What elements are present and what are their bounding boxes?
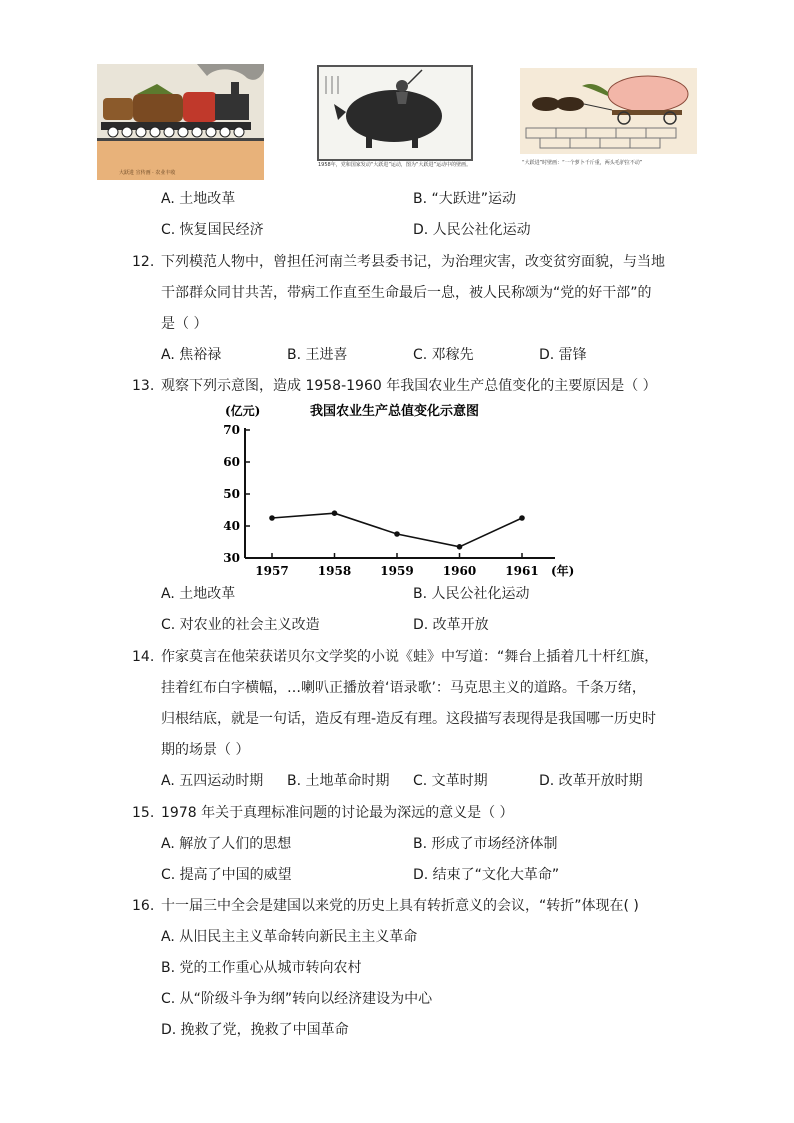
q11-option-a[interactable]: A. 土地改革 [161, 191, 236, 207]
q15-option-a[interactable]: A. 解放了人们的思想 [161, 836, 292, 852]
chart-y-tick-label: 40 [223, 519, 240, 533]
pig-mural-picture [316, 64, 474, 172]
chart-x-tick-label: 1960 [442, 564, 477, 578]
q14-option-b[interactable]: B. 土地革命时期 [287, 773, 390, 789]
q14-stem-line: 挂着红布白字横幅，…喇叭正播放着‘语录歌’：马克思主义的道路。千条万绪， [161, 680, 646, 696]
q16-option-b[interactable]: B. 党的工作重心从城市转向农村 [161, 960, 362, 976]
q11-option-b[interactable]: B. “大跃进”运动 [413, 191, 517, 207]
q11-option-d[interactable]: D. 人民公社化运动 [413, 222, 531, 238]
q13-option-c[interactable]: C. 对农业的社会主义改造 [161, 617, 320, 633]
q14-stem-line: 作家莫言在他荣获诺贝尔文学奖的小说《蛙》中写道：“舞台上插着几十杆红旗， [161, 649, 659, 665]
q12-option-d[interactable]: D. 雷锋 [539, 347, 587, 363]
q15-option-d[interactable]: D. 结束了“文化大革命” [413, 867, 560, 883]
q14-option-a[interactable]: A. 五四运动时期 [161, 773, 264, 789]
chart-x-tick-label: 1957 [255, 564, 289, 578]
q16-option-d[interactable]: D. 挽救了党，挽救了中国革命 [161, 1022, 349, 1038]
q13-number: 13. [132, 378, 155, 394]
chart-data-point [332, 510, 338, 516]
q12-option-b[interactable]: B. 王进喜 [287, 347, 348, 363]
chart-y-tick-label: 70 [223, 423, 240, 437]
chart-ylabel: (亿元) [225, 404, 261, 418]
chart-x-tick-label: 1959 [380, 564, 414, 578]
picture-caption: 大跃进 宣传画 · 农业丰收 [119, 170, 176, 176]
train-propaganda-picture [97, 64, 264, 180]
q15-option-b[interactable]: B. 形成了市场经济体制 [413, 836, 558, 852]
q15-number: 15. [132, 805, 155, 821]
q14-stem-line: 期的场景（ ） [161, 742, 250, 758]
chart-x-tick-label: 1958 [317, 564, 352, 578]
chart-data-point [269, 515, 275, 521]
agri-output-line-chart [215, 400, 585, 580]
chart-x-tick-label: 1961 [505, 564, 539, 578]
q15-option-c[interactable]: C. 提高了中国的威望 [161, 867, 292, 883]
q16-stem: 十一届三中全会是建国以来党的历史上具有转折意义的会议，“转折”体现在( ) [161, 898, 639, 914]
chart-xlabel: (年) [551, 564, 575, 578]
q11-option-c[interactable]: C. 恢复国民经济 [161, 222, 264, 238]
q12-stem-line: 下列模范人物中，曾担任河南兰考县委书记，为治理灾害，改变贫穷面貌，与当地 [161, 254, 665, 270]
q12-option-c[interactable]: C. 邓稼先 [413, 347, 474, 363]
q15-stem: 1978 年关于真理标准问题的讨论最为深远的意义是（ ） [161, 805, 514, 821]
q12-stem-line: 是（ ） [161, 316, 208, 332]
q13-option-b[interactable]: B. 人民公社化运动 [413, 586, 530, 602]
train-propaganda-illustration [97, 64, 264, 180]
chart-y-tick-label: 30 [223, 551, 240, 565]
radish-cart-illustration [520, 64, 697, 170]
q12-number: 12. [132, 254, 155, 270]
pig-mural-illustration [316, 64, 474, 172]
q16-option-a[interactable]: A. 从旧民主主义革命转向新民主主义革命 [161, 929, 418, 945]
chart-series-line [272, 513, 522, 547]
q13-option-d[interactable]: D. 改革开放 [413, 617, 489, 633]
q13-stem: 观察下列示意图，造成 1958-1960 年我国农业生产总值变化的主要原因是（ ） [161, 378, 657, 394]
picture-caption: 1958年，党和国家发动“大跃进”运动，图为“大跃进”运动中的壁画。 [318, 162, 472, 168]
q12-option-a[interactable]: A. 焦裕禄 [161, 347, 222, 363]
picture-caption: “大跃进”时壁画：“一个萝卜千斤重，两头毛驴拉不动” [522, 160, 643, 166]
q14-stem-line: 归根结底，就是一句话，造反有理-造反有理。这段描写表现得是我国哪一历史时 [161, 711, 657, 727]
q14-option-c[interactable]: C. 文革时期 [413, 773, 488, 789]
chart-y-tick-label: 60 [223, 455, 240, 469]
chart-data-point [519, 515, 525, 521]
q14-number: 14. [132, 649, 155, 665]
q14-option-d[interactable]: D. 改革开放时期 [539, 773, 643, 789]
chart-data-point [394, 531, 400, 537]
chart-y-tick-label: 50 [223, 487, 240, 501]
q16-number: 16. [132, 898, 155, 914]
q13-option-a[interactable]: A. 土地改革 [161, 586, 236, 602]
q16-option-c[interactable]: C. 从“阶级斗争为纲”转向以经济建设为中心 [161, 991, 433, 1007]
q12-stem-line: 干部群众同甘共苦，带病工作直至生命最后一息，被人民称颂为“党的好干部”的 [161, 285, 652, 301]
chart-data-point [457, 544, 463, 550]
radish-cart-picture [520, 64, 697, 170]
chart-title: 我国农业生产总值变化示意图 [310, 404, 480, 419]
